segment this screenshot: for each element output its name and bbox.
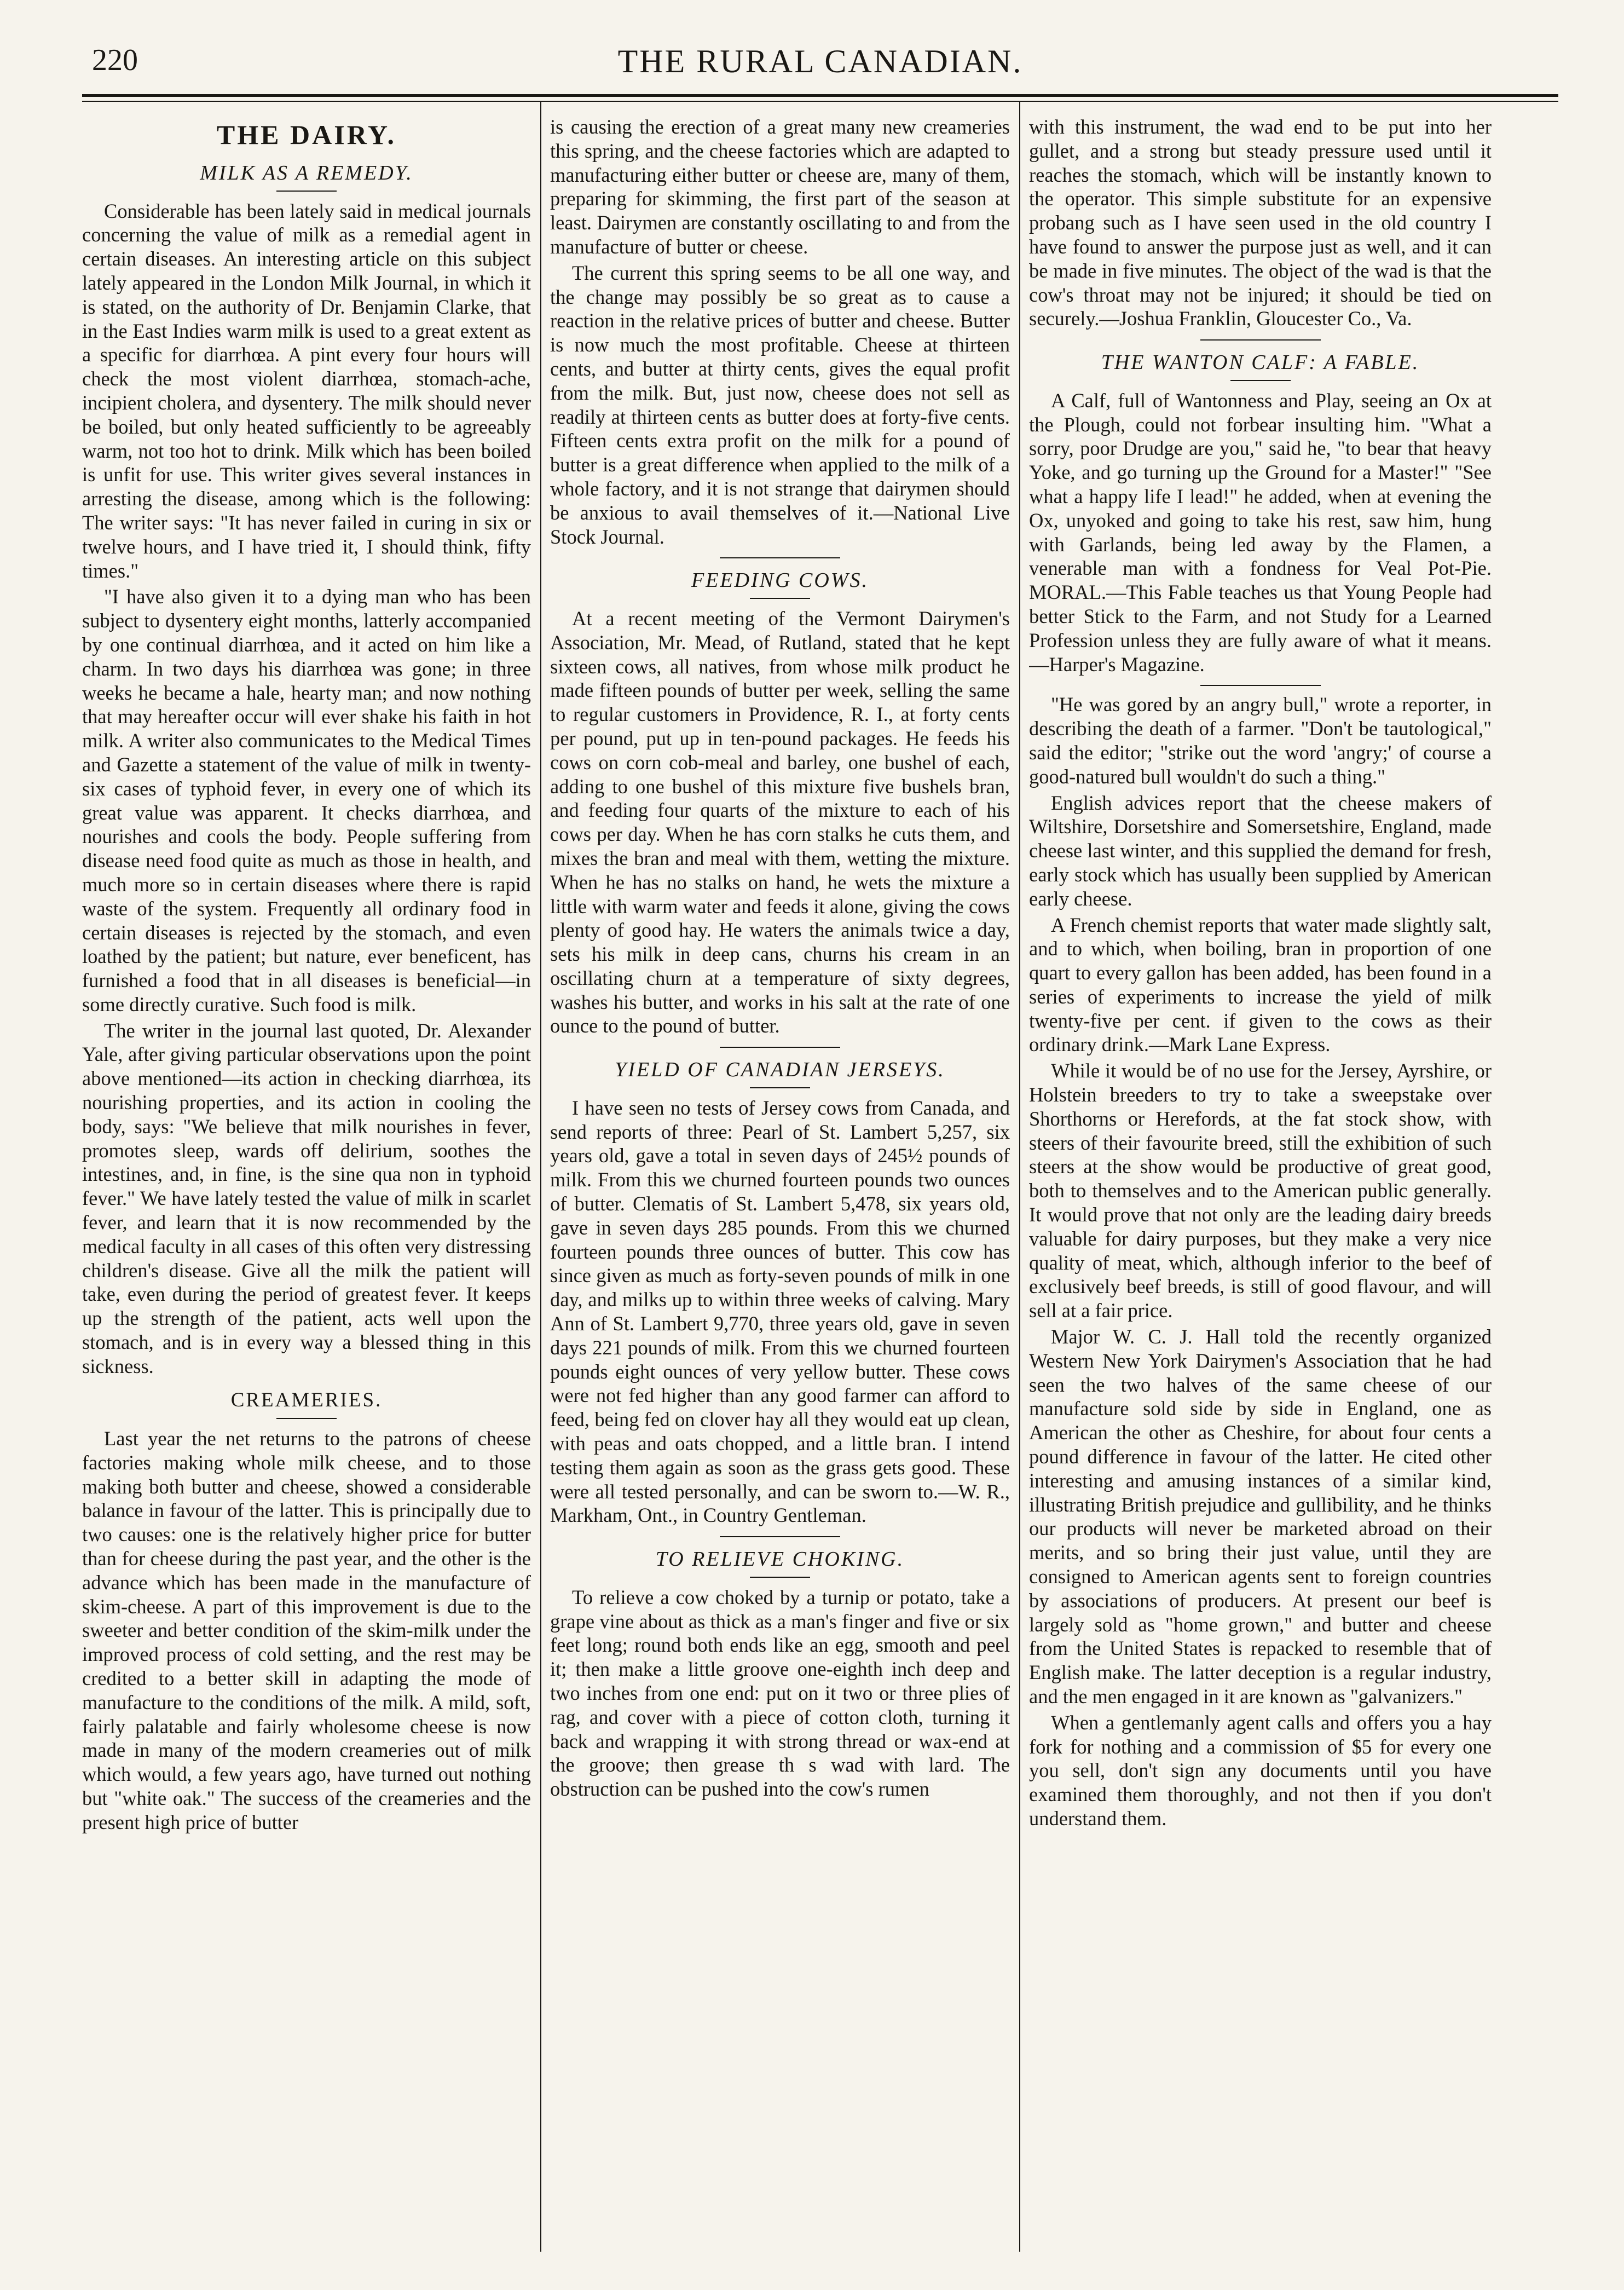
article-rule xyxy=(1200,339,1321,341)
column-1 xyxy=(82,115,531,2246)
column-divider xyxy=(1019,101,1020,2252)
paragraph: A Calf, full of Wantonness and Play, seeing an Ox at the Plough, could not forbear insulting him. "What a sorry, poor Drudge are you," said he, "to bear that heavy Yoke, and go turning up the Ground for a Master!" "See what a happy life I lead!" he added, when at evening the Ox, unyoked and going to take his rest, saw him, hung with Garlands, being led away by the Flamen, a venerable man with a fondness for Veal Pot-Pie. MORAL.—This Fable teaches us that Young People had better Stick to the Farm, and not Study for a Learned Profession unless they are fully aware of what it means.—Harper's Magazine. xyxy=(1029,389,1492,676)
article-rule xyxy=(1200,685,1321,686)
paragraph: "I have also given it to a dying man who has been subject to dysentery eight months, latterly accompanied by one continual diarrhœa, and it acted on him like a charm. In two days his diarrhœa was gone; in three weeks he became a hale, hearty man; and now nothing that may hereafter occur will ever shake his faith in hot milk. A writer also communicates to the Medical Times and Gazette a statement of the value of milk in twenty-six cases of typhoid fever, in every one of which its great value was apparent. It checks diarrhœa, and nourishes and cools the body. People suffering from disease need food quite as much as those in health, and much more so in certain diseases where there is rapid waste of the system. Frequently all ordinary food in certain diseases is rejected by the stomach, and even loathed by the patient; but nature, ever beneficent, has furnished a food that in all diseases is beneficial—in some directly curative. Such food is milk. xyxy=(82,585,531,1016)
page-header xyxy=(82,43,1558,97)
paragraph: Major W. C. J. Hall told the recently organized Western New York Dairymen's Association that he had seen the two halves of the same cheese of our manufacture sold side by side in England, one as American the other as Cheshire, for about four cents a pound difference in favour of the latter. He cited other interesting and amusing instances of a similar kind, illustrating British prejudice and gullibility, and he thinks our products will never be marketed abroad on their merits, and so bring their just value, until they are consigned to American agents sent to foreign countries by associations of producers. At present our beef is largely sold as "home grown," and butter and cheese from the United States is repacked to resemble that of English make. The latter deception is a regular industry, and the men engaged in it are known as "galvanizers." xyxy=(1029,1325,1492,1708)
column-2 xyxy=(550,115,1010,2246)
article-rule xyxy=(720,1047,840,1048)
header-rule-thin xyxy=(82,101,1558,102)
title-rule xyxy=(1230,380,1291,381)
paragraph: At a recent meeting of the Vermont Dairymen's Association, Mr. Mead, of Rutland, stated that he kept sixteen cows, all natives, from whose milk product he made fifteen pounds of butter per week, selling the same to regular customers in Providence, R. I., at forty cents per pound, put up in ten-pound packages. He feeds his cows on corn cob-meal and barley, one bushel of each, adding to one bushel of this mixture five bushels bran, and feeding four quarts of the mixture to each of his cows per day. When he has corn stalks he cuts them, and mixes the bran and meal with them, wetting the mixture. When he has no stalks on hand, he wets the mixture a little with warm water and feeds it alone, giving the cows plenty of good hay. He waters the animals twice a day, sets his milk in deep cans, churns his cream in an oscillating churn at a temperature of sixty degrees, washes his butter, and works in his salt at the rate of one ounce to the pound of butter. xyxy=(550,607,1010,1037)
paragraph: Considerable has been lately said in medical journals concerning the value of milk as a remedial agent in certain diseases. An interesting article on this subject lately appeared in the London Milk Journal, in which it is stated, on the authority of Dr. Benjamin Clarke, that in the East Indies warm milk is used to a great extent as a specific for diarrhœa. A pint every four hours will check the most violent diarrhœa, stomach-ache, incipient cholera, and dysentery. The milk should never be boiled, but only heated sufficiently to be agreeably warm, not too hot to drink. Milk which has been boiled is unfit for use. This writer gives several instances in arresting the disease, among which is the following: The writer says: "It has never failed in curing in six or twelve hours, and I have tried it, I should think, fifty times." xyxy=(82,199,531,582)
article-title: THE WANTON CALF: A FABLE. xyxy=(1101,351,1420,374)
paragraph: English advices report that the cheese makers of Wiltshire, Dorsetshire and Somersetshire, England, made cheese last winter, and this supplied the demand for fresh, early stock which has usually been supplied by American early cheese. xyxy=(1029,791,1492,910)
paragraph: The writer in the journal last quoted, Dr. Alexander Yale, after giving particular observations upon the point above mentioned—its action in checking diarrhœa, its nourishing properties, and its action in cooling the body, says: "We believe that milk nourishes in fever, promotes sleep, wards off delirium, soothes the intestines, and, in fine, is the sine qua non in typhoid fever." We have lately tested the value of milk in scarlet fever, and learn that it is now recommended by the medical faculty in all cases of this often very distressing children's disease. Give all the milk the patient will take, even during the period of greatest fever. It keeps up the strength of the patient, acts well upon the stomach, and is in every way a blessed thing in this sickness. xyxy=(82,1019,531,1377)
page-number: 220 xyxy=(92,43,138,77)
article-title: MILK AS A REMEDY. xyxy=(200,161,413,184)
title-rule xyxy=(750,1577,810,1578)
paragraph: While it would be of no use for the Jersey, Ayrshire, or Holstein breeders to try to take a sweepstake over Shorthorns or Herefords, at the fat stock show, with steers of their favourite breed, still the exhibition of such steers at the show would be productive of great good, both to themselves and to the American public generally. It would prove that not only are the leading dairy breeds valuable for dairy purposes, but they make a very nice quality of meat, which, although inferior to the beef of exclusively beef breeds, is still of good flavour, and will sell at a fair price. xyxy=(1029,1059,1492,1322)
article-title: FEEDING COWS. xyxy=(691,569,869,592)
paragraph: The current this spring seems to be all one way, and the change may possibly be so great as to cause a reaction in the relative prices of butter and cheese. Butter is now much the most profitable. Cheese at thirteen cents, and butter at thirty cents, gives the equal profit from the milk. But, just now, cheese does not sell as readily at thirteen cents as butter does at forty-five cents. Fifteen cents extra profit on the milk for a pound of butter is a great difference when applied to the milk of a whole factory, and it is not strange that dairymen should be anxious to avail themselves of it.—National Live Stock Journal. xyxy=(550,261,1010,548)
title-rule xyxy=(276,191,337,192)
paragraph: I have seen no tests of Jersey cows from Canada, and send reports of three: Pearl of St. Lambert 5,257, six years old, gave a total in seven days of 245½ pounds of milk. From this we churned fourteen pounds two ounces of butter. Clematis of St. Lambert 5,478, six years old, gave in seven days 285 pounds. From this we churned fourteen pounds three ounces of butter. This cow has since given as much as forty-seven pounds of milk in one day, and milks up to within three weeks of calving. Mary Ann of St. Lambert 9,770, three years old, gave in seven days 221 pounds of milk. From this we churned fourteen pounds eight ounces of very yellow butter. These cows were not fed higher than any good farmer can afford to feed, being fed on clover hay all they would eat up clean, with peas and oats chopped, and a little bran. I intend testing them again as soon as the grass gets good. These were all tested personally, and can be sworn to.—W. R., Markham, Ont., in Country Gentleman. xyxy=(550,1096,1010,1527)
article-rule xyxy=(720,557,840,558)
paragraph: is causing the erection of a great many new creameries this spring, and the cheese factories which are adapted to manufacturing either butter or cheese are, many of them, preparing for skimming, the first part of the season at least. Dairymen are constantly oscillating to and from the manufacture of butter or cheese. xyxy=(550,116,1010,258)
paragraph: When a gentlemanly agent calls and offers you a hay fork for nothing and a commission of $5 for every one you sell, don't sign any documents until you have examined them thoroughly, and not then if you don't understand them. xyxy=(1029,1711,1492,1830)
paragraph: Last year the net returns to the patrons of cheese factories making whole milk cheese, and to those making both butter and cheese, showed a considerable balance in favour of the latter. This is principally due to two causes: one is the relatively higher price for butter than for cheese during the past year, and the other is the advance which has been made in the manufacture of skim-cheese. A part of this improvement is due to the sweeter and better condition of the skim-milk under the improved process of cold setting, and the rest may be credited to a better skill in adapting the mode of manufacture to the conditions of the milk. A mild, soft, fairly palatable and fairly wholesome cheese is now made in many of the modern creameries out of milk which would, a few years ago, have turned out nothing but "white oak." The success of the creameries and the present high price of butter xyxy=(82,1427,531,1833)
paragraph: with this instrument, the wad end to be put into her gullet, and a strong but steady pressure used until it reaches the stomach, which will be instantly known to the operator. This simple substitute for an expensive probang such as I have seen used in the old country I have found to answer the purpose just as well, and it can be made in five minutes. The object of the wad is that the cow's throat may not be injured; it should be tied on securely.—Joshua Franklin, Gloucester Co., Va. xyxy=(1029,116,1492,330)
section-title: THE DAIRY. xyxy=(216,119,397,150)
header-rule xyxy=(82,94,1558,97)
article-rule xyxy=(720,1536,840,1537)
column-divider xyxy=(540,101,541,2252)
masthead: THE RURAL CANADIAN. xyxy=(617,43,1023,79)
paragraph: A French chemist reports that water made slightly salt, and to which, when boiling, bran in proportion of one quart to every gallon has been added, has been found in a series of experiments to increase the yield of milk twenty-five per cent. if given to the cows as their ordinary drink.—Mark Lane Express. xyxy=(1029,913,1492,1056)
column-3 xyxy=(1029,115,1492,2246)
article-title: YIELD OF CANADIAN JERSEYS. xyxy=(615,1058,945,1082)
article-title: CREAMERIES. xyxy=(230,1388,383,1411)
title-rule xyxy=(276,1418,337,1419)
paragraph: To relieve a cow choked by a turnip or potato, take a grape vine about as thick as a man's finger and five or six feet long; round both ends like an egg, smooth and peel it; then make a little groove one-eighth inch deep and two inches from one end: put on it two or three plies of rag, and cover with a piece of cotton cloth, turning it back and wrapping it with strong thread or wax-end at the groove; then grease th s wad with lard. The obstruction can be pushed into the cow's rumen xyxy=(550,1585,1010,1801)
title-rule xyxy=(750,1087,810,1088)
article-title: TO RELIEVE CHOKING. xyxy=(655,1548,905,1571)
paragraph: "He was gored by an angry bull," wrote a reporter, in describing the death of a farmer. "Don't be tautological," said the editor; "strike out the word 'angry;' of course a good-natured bull wouldn't do such a thing." xyxy=(1029,693,1492,788)
title-rule xyxy=(750,598,810,599)
